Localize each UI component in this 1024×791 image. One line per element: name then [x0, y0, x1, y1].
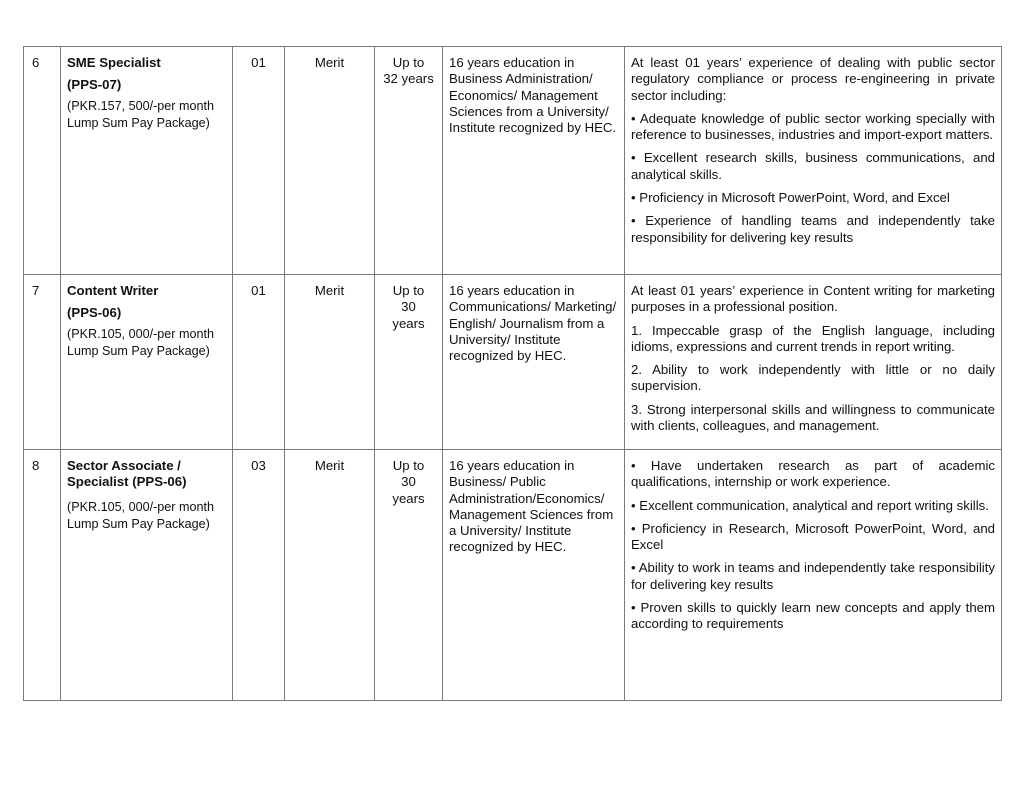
experience-item: • Proficiency in Research, Microsoft PowerPoint, Word, and Excel: [631, 520, 995, 553]
position-cell: [61, 275, 233, 450]
position-grade: (PPS-07): [67, 77, 122, 93]
age-line: Up to: [392, 55, 425, 70]
quota: Merit: [285, 47, 375, 275]
serial-number: 6: [24, 47, 61, 275]
table-row: [24, 275, 1002, 450]
education-requirement: 16 years education in Business/ Public Administration/Economics/ Management Sciences from a University/ Institute recognized by HEC.: [443, 450, 625, 701]
position-cell: [61, 450, 233, 701]
position-title: Content Writer: [67, 283, 159, 298]
number-of-posts: 01: [233, 275, 285, 450]
experience-requirement: [625, 450, 1002, 701]
experience-item: 3. Strong interpersonal skills and willingness to communicate with clients, colleagues, and management.: [631, 401, 995, 434]
serial-number: 7: [24, 275, 61, 450]
number-of-posts: 03: [233, 450, 285, 701]
age-line: years: [392, 490, 425, 506]
experience-item: • Adequate knowledge of public sector working specially with reference to businesses, industries and import-export matters.: [631, 110, 995, 143]
age-line: 30: [401, 299, 416, 315]
age-line: years: [392, 315, 425, 331]
experience-requirement: [625, 47, 1002, 275]
experience-item: 1. Impeccable grasp of the English language, including idioms, expressions and current trends in report writing.: [631, 322, 995, 354]
age-line: Up to: [392, 458, 425, 473]
experience-requirement: [625, 275, 1002, 450]
experience-item: • Proven skills to quickly learn new concepts and apply them according to requirements: [631, 600, 995, 632]
position-title: SME Specialist: [67, 55, 161, 70]
position-title: Sector Associate / Specialist (PPS-06): [67, 458, 187, 490]
experience-item: At least 01 years’ experience of dealing with public sector regulatory compliance or process re-engineering in private sector including:: [631, 55, 995, 103]
age-limit: [375, 47, 443, 275]
table-row: [24, 47, 1002, 275]
age-limit: [375, 275, 443, 450]
age-line: Up to: [392, 283, 425, 298]
number-of-posts: 01: [233, 47, 285, 275]
experience-item: • Ability to work in teams and independently take responsibility for delivering key results: [631, 560, 995, 592]
table-row: [24, 450, 1002, 701]
position-cell: [61, 47, 233, 275]
experience-item: 2. Ability to work independently with little or no daily supervision.: [631, 362, 995, 394]
position-grade: (PPS-06): [67, 305, 122, 321]
age-limit: [375, 450, 443, 701]
age-line: 32 years: [383, 71, 434, 87]
pay-package: (PKR.157, 500/-per month Lump Sum Pay Package): [67, 98, 215, 130]
experience-item: • Excellent communication, analytical and report writing skills.: [631, 497, 989, 513]
experience-item: • Excellent research skills, business communications, and analytical skills.: [631, 150, 995, 182]
pay-package: (PKR.105, 000/-per month Lump Sum Pay Package): [67, 499, 215, 531]
experience-item: At least 01 years’ experience in Content writing for marketing purposes in a professional position.: [631, 283, 995, 315]
serial-number: 8: [24, 450, 61, 701]
experience-item: • Experience of handling teams and independently take responsibility for delivering key results: [631, 213, 995, 245]
quota: Merit: [285, 450, 375, 701]
job-positions-table: [23, 46, 1002, 701]
age-line: 30: [401, 474, 416, 490]
experience-item: • Have undertaken research as part of academic qualifications, internship or work experience.: [631, 458, 995, 490]
quota: Merit: [285, 275, 375, 450]
education-requirement: 16 years education in Communications/ Marketing/ English/ Journalism from a University/ Institute recognized by HEC.: [443, 275, 625, 450]
pay-package: (PKR.105, 000/-per month Lump Sum Pay Package): [67, 326, 215, 358]
education-requirement: 16 years education in Business Administration/ Economics/ Management Sciences from a University/ Institute recognized by HEC.: [443, 47, 625, 275]
experience-item: • Proficiency in Microsoft PowerPoint, Word, and Excel: [631, 190, 950, 206]
